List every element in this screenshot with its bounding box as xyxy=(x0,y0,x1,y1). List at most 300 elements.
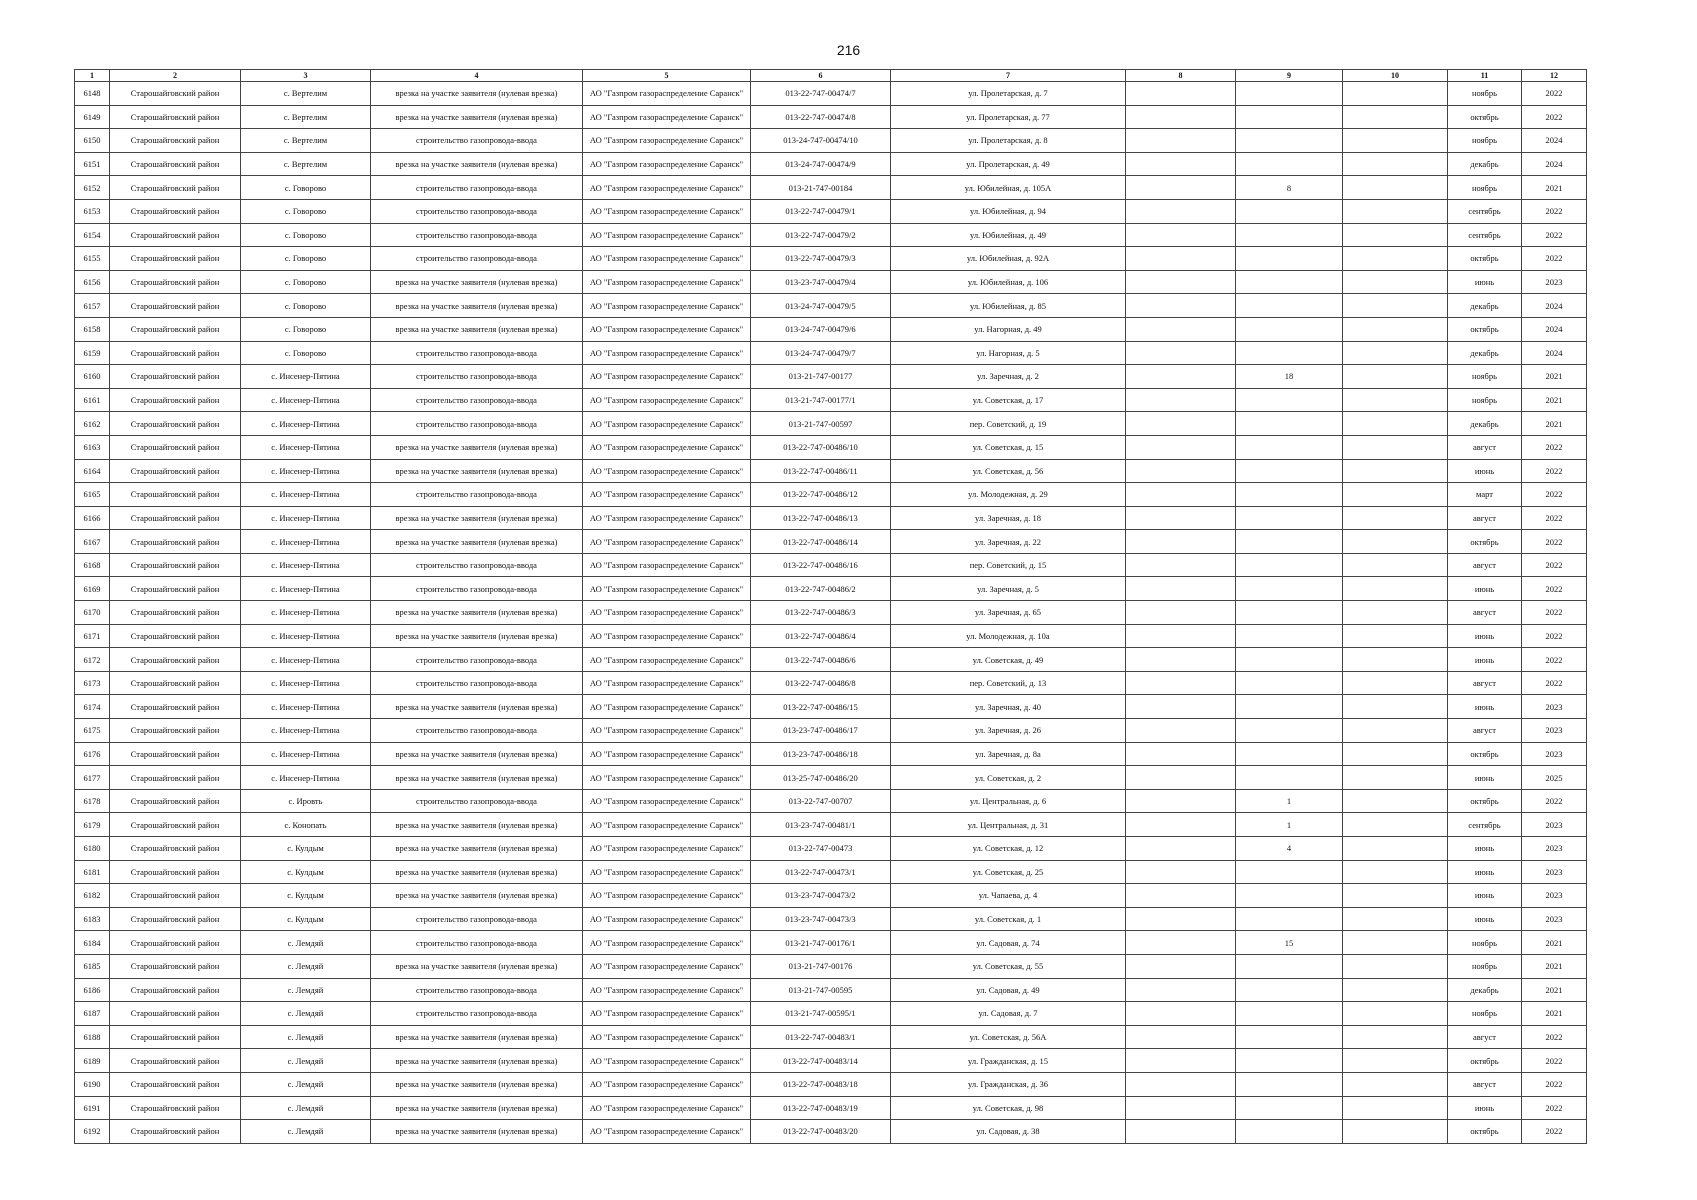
cell-work-type: строительство газопровода-ввода xyxy=(371,719,583,743)
cell-month: октябрь xyxy=(1448,530,1522,554)
cell-year: 2023 xyxy=(1522,270,1587,294)
cell-work-type: строительство газопровода-ввода xyxy=(371,247,583,271)
column-header-row-number: 1 xyxy=(75,70,110,82)
cell-address: ул. Советская, д. 98 xyxy=(891,1096,1126,1120)
cell-row-number: 6188 xyxy=(75,1025,110,1049)
cell-month: ноябрь xyxy=(1448,954,1522,978)
table-row xyxy=(75,341,1587,365)
cell-district: Старошайговский район xyxy=(110,105,241,129)
cell-contract-number: 013-22-747-00486/13 xyxy=(751,506,891,530)
cell-row-number: 6183 xyxy=(75,907,110,931)
table-row xyxy=(75,317,1587,341)
cell-work-type: врезка на участке заявителя (нулевая врезка) xyxy=(371,766,583,790)
cell-district: Старошайговский район xyxy=(110,954,241,978)
cell-district: Старошайговский район xyxy=(110,719,241,743)
table-row xyxy=(75,270,1587,294)
cell-col-9: 18 xyxy=(1236,365,1343,389)
cell-contract-number: 013-22-747-00474/7 xyxy=(751,82,891,106)
cell-col-8 xyxy=(1126,742,1236,766)
cell-contract-number: 013-24-747-00474/9 xyxy=(751,152,891,176)
cell-col-8 xyxy=(1126,459,1236,483)
cell-address: ул. Нагорная, д. 5 xyxy=(891,341,1126,365)
cell-district: Старошайговский район xyxy=(110,459,241,483)
cell-address: ул. Советская, д. 56А xyxy=(891,1025,1126,1049)
cell-month: ноябрь xyxy=(1448,388,1522,412)
cell-contract-number: 013-22-747-00483/19 xyxy=(751,1096,891,1120)
cell-row-number: 6173 xyxy=(75,671,110,695)
cell-settlement: с. Лемдяй xyxy=(241,954,371,978)
cell-month: октябрь xyxy=(1448,317,1522,341)
cell-col-10 xyxy=(1343,1002,1448,1026)
cell-district: Старошайговский район xyxy=(110,483,241,507)
cell-work-type: строительство газопровода-ввода xyxy=(371,388,583,412)
column-header-contract-number: 6 xyxy=(751,70,891,82)
cell-row-number: 6161 xyxy=(75,388,110,412)
cell-organization: АО "Газпром газораспределение Саранск" xyxy=(583,199,751,223)
cell-contract-number: 013-22-747-00483/18 xyxy=(751,1072,891,1096)
cell-district: Старошайговский район xyxy=(110,365,241,389)
cell-address: ул. Юбилейная, д. 49 xyxy=(891,223,1126,247)
table-row xyxy=(75,388,1587,412)
table-row xyxy=(75,837,1587,861)
cell-address: ул. Заречная, д. 65 xyxy=(891,601,1126,625)
table-row xyxy=(75,1002,1587,1026)
cell-col-10 xyxy=(1343,624,1448,648)
cell-address: ул. Чапаева, д. 4 xyxy=(891,884,1126,908)
cell-col-10 xyxy=(1343,82,1448,106)
table-row xyxy=(75,223,1587,247)
cell-col-10 xyxy=(1343,506,1448,530)
cell-district: Старошайговский район xyxy=(110,671,241,695)
cell-col-8 xyxy=(1126,884,1236,908)
table-row xyxy=(75,813,1587,837)
cell-address: ул. Советская, д. 49 xyxy=(891,648,1126,672)
cell-col-9 xyxy=(1236,860,1343,884)
cell-address: ул. Садовая, д. 38 xyxy=(891,1120,1126,1144)
cell-district: Старошайговский район xyxy=(110,412,241,436)
cell-address: пер. Советский, д. 19 xyxy=(891,412,1126,436)
cell-work-type: строительство газопровода-ввода xyxy=(371,483,583,507)
cell-col-8 xyxy=(1126,954,1236,978)
cell-settlement: с. Инсенер-Пятина xyxy=(241,388,371,412)
cell-work-type: врезка на участке заявителя (нулевая врезка) xyxy=(371,294,583,318)
cell-settlement: с. Лемдяй xyxy=(241,978,371,1002)
cell-address: ул. Гражданская, д. 36 xyxy=(891,1072,1126,1096)
cell-address: ул. Советская, д. 15 xyxy=(891,435,1126,459)
cell-col-9 xyxy=(1236,695,1343,719)
cell-settlement: с. Инсенер-Пятина xyxy=(241,719,371,743)
cell-organization: АО "Газпром газораспределение Саранск" xyxy=(583,176,751,200)
cell-organization: АО "Газпром газораспределение Саранск" xyxy=(583,1120,751,1144)
cell-year: 2023 xyxy=(1522,742,1587,766)
cell-address: ул. Заречная, д. 22 xyxy=(891,530,1126,554)
cell-month: июнь xyxy=(1448,860,1522,884)
cell-row-number: 6177 xyxy=(75,766,110,790)
cell-row-number: 6178 xyxy=(75,789,110,813)
cell-organization: АО "Газпром газораспределение Саранск" xyxy=(583,553,751,577)
cell-year: 2023 xyxy=(1522,837,1587,861)
page-number: 216 xyxy=(836,42,861,58)
cell-organization: АО "Газпром газораспределение Саранск" xyxy=(583,530,751,554)
cell-col-9 xyxy=(1236,483,1343,507)
cell-col-10 xyxy=(1343,860,1448,884)
cell-settlement: с. Инсенер-Пятина xyxy=(241,365,371,389)
cell-work-type: врезка на участке заявителя (нулевая врезка) xyxy=(371,1025,583,1049)
cell-contract-number: 013-22-747-00479/1 xyxy=(751,199,891,223)
cell-col-9 xyxy=(1236,766,1343,790)
cell-work-type: строительство газопровода-ввода xyxy=(371,365,583,389)
cell-address: ул. Гражданская, д. 15 xyxy=(891,1049,1126,1073)
cell-month: сентябрь xyxy=(1448,199,1522,223)
cell-organization: АО "Газпром газораспределение Саранск" xyxy=(583,742,751,766)
cell-row-number: 6179 xyxy=(75,813,110,837)
cell-work-type: врезка на участке заявителя (нулевая врезка) xyxy=(371,1096,583,1120)
cell-row-number: 6151 xyxy=(75,152,110,176)
cell-settlement: с. Вертелим xyxy=(241,105,371,129)
cell-address: пер. Советский, д. 15 xyxy=(891,553,1126,577)
cell-district: Старошайговский район xyxy=(110,624,241,648)
cell-col-10 xyxy=(1343,837,1448,861)
cell-year: 2021 xyxy=(1522,1002,1587,1026)
cell-address: ул. Молодежная, д. 29 xyxy=(891,483,1126,507)
cell-year: 2022 xyxy=(1522,789,1587,813)
table-row xyxy=(75,82,1587,106)
cell-organization: АО "Газпром газораспределение Саранск" xyxy=(583,483,751,507)
column-header-work-type: 4 xyxy=(371,70,583,82)
cell-month: июнь xyxy=(1448,884,1522,908)
cell-month: декабрь xyxy=(1448,294,1522,318)
cell-organization: АО "Газпром газораспределение Саранск" xyxy=(583,837,751,861)
cell-col-8 xyxy=(1126,860,1236,884)
cell-settlement: с. Конопать xyxy=(241,813,371,837)
cell-col-8 xyxy=(1126,294,1236,318)
cell-month: июнь xyxy=(1448,624,1522,648)
cell-col-10 xyxy=(1343,789,1448,813)
cell-work-type: врезка на участке заявителя (нулевая врезка) xyxy=(371,695,583,719)
cell-work-type: врезка на участке заявителя (нулевая врезка) xyxy=(371,624,583,648)
cell-year: 2023 xyxy=(1522,860,1587,884)
cell-row-number: 6171 xyxy=(75,624,110,648)
cell-col-8 xyxy=(1126,766,1236,790)
cell-year: 2022 xyxy=(1522,506,1587,530)
cell-district: Старошайговский район xyxy=(110,978,241,1002)
cell-district: Старошайговский район xyxy=(110,1049,241,1073)
cell-month: октябрь xyxy=(1448,742,1522,766)
cell-settlement: с. Инсенер-Пятина xyxy=(241,648,371,672)
cell-address: ул. Заречная, д. 8а xyxy=(891,742,1126,766)
column-header-month: 11 xyxy=(1448,70,1522,82)
cell-settlement: с. Вертелим xyxy=(241,82,371,106)
cell-contract-number: 013-23-747-00473/2 xyxy=(751,884,891,908)
cell-col-10 xyxy=(1343,931,1448,955)
cell-district: Старошайговский район xyxy=(110,553,241,577)
cell-year: 2025 xyxy=(1522,766,1587,790)
cell-work-type: строительство газопровода-ввода xyxy=(371,671,583,695)
cell-district: Старошайговский район xyxy=(110,506,241,530)
cell-month: октябрь xyxy=(1448,1049,1522,1073)
cell-district: Старошайговский район xyxy=(110,530,241,554)
cell-col-8 xyxy=(1126,624,1236,648)
cell-address: ул. Советская, д. 2 xyxy=(891,766,1126,790)
cell-organization: АО "Газпром газораспределение Саранск" xyxy=(583,1096,751,1120)
cell-row-number: 6180 xyxy=(75,837,110,861)
cell-year: 2022 xyxy=(1522,553,1587,577)
cell-col-10 xyxy=(1343,719,1448,743)
cell-col-10 xyxy=(1343,223,1448,247)
cell-work-type: врезка на участке заявителя (нулевая врезка) xyxy=(371,270,583,294)
table-row xyxy=(75,412,1587,436)
cell-organization: АО "Газпром газораспределение Саранск" xyxy=(583,1002,751,1026)
cell-col-8 xyxy=(1126,129,1236,153)
cell-organization: АО "Газпром газораспределение Саранск" xyxy=(583,459,751,483)
cell-organization: АО "Газпром газораспределение Саранск" xyxy=(583,577,751,601)
cell-year: 2022 xyxy=(1522,105,1587,129)
cell-contract-number: 013-24-747-00479/5 xyxy=(751,294,891,318)
cell-work-type: врезка на участке заявителя (нулевая врезка) xyxy=(371,435,583,459)
cell-address: ул. Заречная, д. 18 xyxy=(891,506,1126,530)
cell-month: март xyxy=(1448,483,1522,507)
cell-col-8 xyxy=(1126,341,1236,365)
table-row xyxy=(75,365,1587,389)
cell-year: 2022 xyxy=(1522,82,1587,106)
table-row xyxy=(75,648,1587,672)
cell-contract-number: 013-22-747-00486/2 xyxy=(751,577,891,601)
cell-col-8 xyxy=(1126,270,1236,294)
cell-work-type: строительство газопровода-ввода xyxy=(371,1002,583,1026)
cell-row-number: 6150 xyxy=(75,129,110,153)
cell-month: сентябрь xyxy=(1448,223,1522,247)
cell-month: октябрь xyxy=(1448,789,1522,813)
cell-organization: АО "Газпром газораспределение Саранск" xyxy=(583,719,751,743)
cell-organization: АО "Газпром газораспределение Саранск" xyxy=(583,624,751,648)
cell-district: Старошайговский район xyxy=(110,601,241,625)
cell-col-9 xyxy=(1236,1025,1343,1049)
cell-contract-number: 013-22-747-00707 xyxy=(751,789,891,813)
cell-col-10 xyxy=(1343,907,1448,931)
cell-row-number: 6190 xyxy=(75,1072,110,1096)
cell-contract-number: 013-22-747-00486/11 xyxy=(751,459,891,483)
cell-col-9: 4 xyxy=(1236,837,1343,861)
cell-col-8 xyxy=(1126,1002,1236,1026)
table-row xyxy=(75,435,1587,459)
cell-col-9 xyxy=(1236,577,1343,601)
cell-settlement: с. Лемдяй xyxy=(241,1072,371,1096)
cell-col-9 xyxy=(1236,884,1343,908)
cell-contract-number: 013-22-747-00486/3 xyxy=(751,601,891,625)
cell-settlement: с. Лемдяй xyxy=(241,1096,371,1120)
cell-row-number: 6149 xyxy=(75,105,110,129)
cell-year: 2022 xyxy=(1522,1120,1587,1144)
cell-work-type: врезка на участке заявителя (нулевая врезка) xyxy=(371,152,583,176)
cell-organization: АО "Газпром газораспределение Саранск" xyxy=(583,907,751,931)
cell-contract-number: 013-22-747-00486/6 xyxy=(751,648,891,672)
cell-row-number: 6153 xyxy=(75,199,110,223)
table-row xyxy=(75,506,1587,530)
cell-settlement: с. Кулдым xyxy=(241,884,371,908)
cell-month: ноябрь xyxy=(1448,176,1522,200)
cell-row-number: 6157 xyxy=(75,294,110,318)
cell-col-9 xyxy=(1236,388,1343,412)
cell-month: июнь xyxy=(1448,837,1522,861)
cell-col-10 xyxy=(1343,483,1448,507)
cell-contract-number: 013-22-747-00486/10 xyxy=(751,435,891,459)
cell-organization: АО "Газпром газораспределение Саранск" xyxy=(583,1025,751,1049)
cell-col-8 xyxy=(1126,813,1236,837)
cell-col-9 xyxy=(1236,978,1343,1002)
table-row xyxy=(75,624,1587,648)
cell-district: Старошайговский район xyxy=(110,317,241,341)
cell-year: 2022 xyxy=(1522,199,1587,223)
cell-row-number: 6152 xyxy=(75,176,110,200)
cell-settlement: с. Говорово xyxy=(241,341,371,365)
cell-address: ул. Садовая, д. 74 xyxy=(891,931,1126,955)
cell-work-type: врезка на участке заявителя (нулевая врезка) xyxy=(371,82,583,106)
table-row xyxy=(75,553,1587,577)
cell-year: 2024 xyxy=(1522,341,1587,365)
cell-row-number: 6184 xyxy=(75,931,110,955)
cell-work-type: строительство газопровода-ввода xyxy=(371,931,583,955)
cell-settlement: с. Ировть xyxy=(241,789,371,813)
cell-col-8 xyxy=(1126,152,1236,176)
cell-row-number: 6189 xyxy=(75,1049,110,1073)
cell-contract-number: 013-23-747-00473/3 xyxy=(751,907,891,931)
cell-col-8 xyxy=(1126,719,1236,743)
cell-col-9 xyxy=(1236,152,1343,176)
cell-district: Старошайговский район xyxy=(110,1120,241,1144)
cell-organization: АО "Газпром газораспределение Саранск" xyxy=(583,223,751,247)
cell-col-10 xyxy=(1343,247,1448,271)
cell-contract-number: 013-24-747-00479/7 xyxy=(751,341,891,365)
cell-contract-number: 013-22-747-00486/8 xyxy=(751,671,891,695)
cell-col-9 xyxy=(1236,459,1343,483)
cell-work-type: врезка на участке заявителя (нулевая врезка) xyxy=(371,1120,583,1144)
cell-col-8 xyxy=(1126,837,1236,861)
cell-col-8 xyxy=(1126,601,1236,625)
cell-district: Старошайговский район xyxy=(110,695,241,719)
cell-work-type: врезка на участке заявителя (нулевая врезка) xyxy=(371,837,583,861)
cell-district: Старошайговский район xyxy=(110,1025,241,1049)
cell-district: Старошайговский район xyxy=(110,270,241,294)
cell-settlement: с. Инсенер-Пятина xyxy=(241,624,371,648)
cell-settlement: с. Инсенер-Пятина xyxy=(241,766,371,790)
cell-address: ул. Советская, д. 25 xyxy=(891,860,1126,884)
cell-col-9 xyxy=(1236,247,1343,271)
cell-district: Старошайговский район xyxy=(110,247,241,271)
cell-col-8 xyxy=(1126,1096,1236,1120)
cell-col-10 xyxy=(1343,176,1448,200)
cell-contract-number: 013-23-747-00486/18 xyxy=(751,742,891,766)
cell-col-8 xyxy=(1126,82,1236,106)
cell-col-10 xyxy=(1343,199,1448,223)
cell-col-9 xyxy=(1236,601,1343,625)
cell-contract-number: 013-22-747-00486/14 xyxy=(751,530,891,554)
cell-settlement: с. Вертелим xyxy=(241,129,371,153)
cell-address: ул. Молодежная, д. 10а xyxy=(891,624,1126,648)
cell-year: 2022 xyxy=(1522,1025,1587,1049)
cell-contract-number: 013-22-747-00474/8 xyxy=(751,105,891,129)
cell-month: июнь xyxy=(1448,766,1522,790)
cell-address: ул. Юбилейная, д. 85 xyxy=(891,294,1126,318)
cell-year: 2023 xyxy=(1522,907,1587,931)
cell-contract-number: 013-22-747-00486/12 xyxy=(751,483,891,507)
cell-year: 2024 xyxy=(1522,317,1587,341)
cell-organization: АО "Газпром газораспределение Саранск" xyxy=(583,789,751,813)
column-header-col-8: 8 xyxy=(1126,70,1236,82)
cell-contract-number: 013-25-747-00486/20 xyxy=(751,766,891,790)
cell-year: 2021 xyxy=(1522,412,1587,436)
cell-col-9: 8 xyxy=(1236,176,1343,200)
cell-settlement: с. Лемдяй xyxy=(241,1049,371,1073)
cell-address: ул. Советская, д. 12 xyxy=(891,837,1126,861)
cell-address: ул. Пролетарская, д. 77 xyxy=(891,105,1126,129)
cell-organization: АО "Газпром газораспределение Саранск" xyxy=(583,1072,751,1096)
table-row xyxy=(75,1096,1587,1120)
cell-month: ноябрь xyxy=(1448,82,1522,106)
cell-settlement: с. Говорово xyxy=(241,317,371,341)
cell-settlement: с. Говорово xyxy=(241,294,371,318)
cell-month: октябрь xyxy=(1448,1120,1522,1144)
cell-month: август xyxy=(1448,1025,1522,1049)
cell-col-10 xyxy=(1343,813,1448,837)
cell-contract-number: 013-23-747-00479/4 xyxy=(751,270,891,294)
cell-month: октябрь xyxy=(1448,247,1522,271)
cell-row-number: 6162 xyxy=(75,412,110,436)
cell-district: Старошайговский район xyxy=(110,223,241,247)
cell-month: август xyxy=(1448,719,1522,743)
cell-district: Старошайговский район xyxy=(110,1002,241,1026)
cell-year: 2022 xyxy=(1522,247,1587,271)
cell-col-9 xyxy=(1236,1072,1343,1096)
cell-year: 2021 xyxy=(1522,978,1587,1002)
cell-address: ул. Нагорная, д. 49 xyxy=(891,317,1126,341)
cell-organization: АО "Газпром газораспределение Саранск" xyxy=(583,247,751,271)
cell-district: Старошайговский район xyxy=(110,907,241,931)
cell-settlement: с. Кулдым xyxy=(241,837,371,861)
cell-col-10 xyxy=(1343,294,1448,318)
cell-work-type: врезка на участке заявителя (нулевая врезка) xyxy=(371,813,583,837)
cell-contract-number: 013-24-747-00474/10 xyxy=(751,129,891,153)
cell-year: 2021 xyxy=(1522,365,1587,389)
cell-col-10 xyxy=(1343,530,1448,554)
cell-address: ул. Пролетарская, д. 7 xyxy=(891,82,1126,106)
cell-settlement: с. Говорово xyxy=(241,176,371,200)
column-header-district: 2 xyxy=(110,70,241,82)
cell-row-number: 6174 xyxy=(75,695,110,719)
table-row xyxy=(75,907,1587,931)
table-row xyxy=(75,247,1587,271)
cell-contract-number: 013-21-747-00595/1 xyxy=(751,1002,891,1026)
cell-col-9 xyxy=(1236,506,1343,530)
column-header-col-9: 9 xyxy=(1236,70,1343,82)
cell-contract-number: 013-22-747-00483/20 xyxy=(751,1120,891,1144)
cell-col-10 xyxy=(1343,1096,1448,1120)
cell-organization: АО "Газпром газораспределение Саранск" xyxy=(583,435,751,459)
table-row xyxy=(75,294,1587,318)
cell-organization: АО "Газпром газораспределение Саранск" xyxy=(583,978,751,1002)
cell-settlement: с. Инсенер-Пятина xyxy=(241,601,371,625)
cell-district: Старошайговский район xyxy=(110,435,241,459)
cell-col-8 xyxy=(1126,695,1236,719)
cell-col-8 xyxy=(1126,671,1236,695)
cell-work-type: строительство газопровода-ввода xyxy=(371,648,583,672)
cell-year: 2022 xyxy=(1522,483,1587,507)
cell-col-9 xyxy=(1236,1120,1343,1144)
cell-col-10 xyxy=(1343,105,1448,129)
cell-col-10 xyxy=(1343,1049,1448,1073)
cell-col-8 xyxy=(1126,223,1236,247)
cell-month: ноябрь xyxy=(1448,365,1522,389)
cell-address: ул. Юбилейная, д. 105А xyxy=(891,176,1126,200)
